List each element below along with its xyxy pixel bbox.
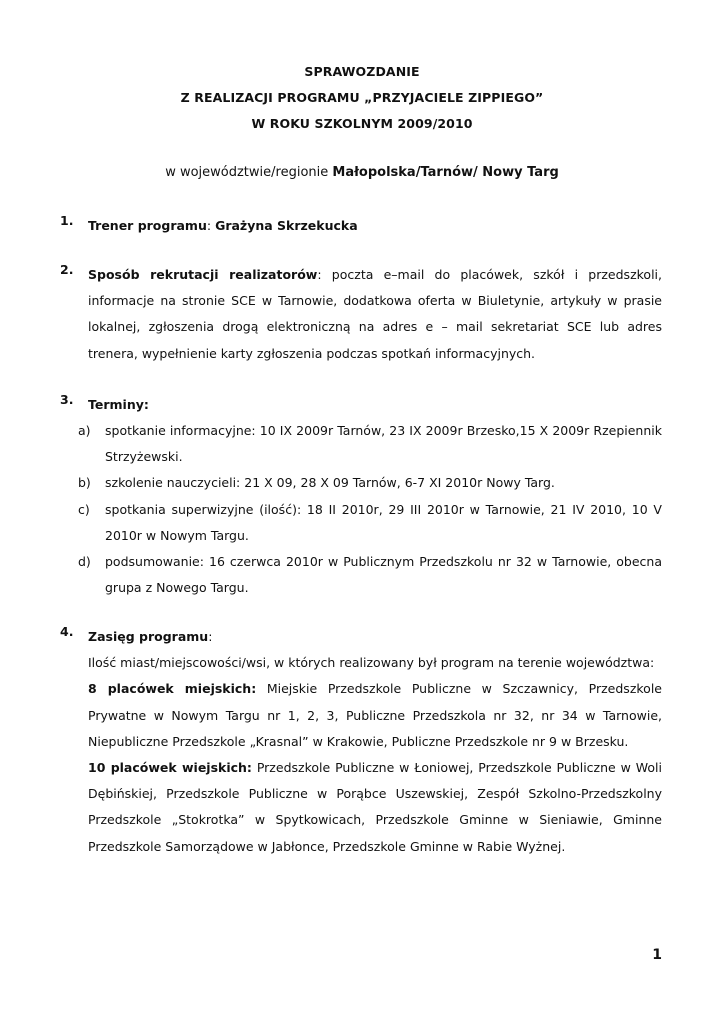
region-prefix: w województwie/regionie <box>165 165 333 180</box>
list-item-text: spotkanie informacyjne: 10 IX 2009r Tarnów, 23 IX 2009r Brzesko,15 X 2009r Rzepiennik Strzyżewski. <box>105 423 662 465</box>
report-title: SPRAWOZDANIE <box>304 64 420 79</box>
list-item <box>60 418 662 470</box>
report-school-year: W ROKU SZKOLNYM 2009/2010 <box>251 116 473 131</box>
trainer-label: Trener programu <box>88 218 207 233</box>
list-item-marker: c) <box>78 501 90 517</box>
rural-label: 10 placówek wiejskich: <box>88 760 252 776</box>
region-value: Małopolska/Tarnów/ Nowy Targ <box>332 165 559 180</box>
section-trainer <box>60 213 662 239</box>
scope-label: Zasięg programu <box>88 629 209 644</box>
scope-heading <box>88 624 662 650</box>
page-number: 1 <box>652 947 662 963</box>
section-number: 1. <box>60 213 74 228</box>
section-number: 2. <box>60 262 74 277</box>
section-recruitment <box>60 262 662 367</box>
section-number: 4. <box>60 624 74 639</box>
scope-colon: : <box>208 629 213 644</box>
list-item-text: szkolenie nauczycieli: 21 X 09, 28 X 09 Tarnów, 6-7 XI 2010r Nowy Targ. <box>105 475 555 491</box>
urban-text: Miejskie Przedszkole Publiczne w Szczawnicy, Przedszkole Prywatne w Nowym Targu nr 1, 2, 3, Publiczne Przedszkola nr 32, nr 34 w Tarnowie, Niepubliczne Przedszkole „Krasnal” w Krakowie, Publiczne Przedszkole nr 9 w Brzesku. <box>88 681 662 749</box>
trainer-name: Grażyna Skrzekucka <box>215 218 358 233</box>
scope-rural <box>88 755 662 860</box>
scope-urban <box>88 676 662 755</box>
list-item <box>60 549 662 601</box>
list-item-marker: a) <box>78 423 91 438</box>
section-scope <box>60 624 662 860</box>
trainer-colon: : <box>206 218 216 233</box>
dates-list <box>60 418 662 601</box>
section-number: 3. <box>60 392 74 407</box>
report-subtitle: Z REALIZACJI PROGRAMU „PRZYJACIELE ZIPPIEGO” <box>180 90 544 105</box>
urban-label: 8 placówek miejskich: <box>88 681 257 697</box>
list-item <box>60 497 662 549</box>
scope-intro: Ilość miast/miejscowości/wsi, w których realizowany był program na terenie województwa: <box>88 655 655 671</box>
list-item <box>60 470 662 496</box>
list-item-marker: d) <box>78 554 91 570</box>
list-item-text: podsumowanie: 16 czerwca 2010r w Publicznym Przedszkolu nr 32 w Tarnowie, obecna grupa z Nowego Targu. <box>105 554 662 596</box>
dates-label: Terminy: <box>88 397 149 412</box>
rural-text: Przedszkole Publiczne w Łoniowej, Przedszkole Publiczne w Woli Dębińskiej, Przedszkole Publiczne w Porąbce Uszewskiej, Zespół Szkolno-Przedszkolny Przedszkole „Stokrotka” w Spytkowicach, Przedszkole Gminne w Sieniawie, Gminne Przedszkole Samorządowe w Jabłonce, Przedszkole Gminne w Rabie Wyżnej. <box>88 760 662 854</box>
section-dates <box>60 392 662 418</box>
recruitment-text: : poczta e–mail do placówek, szkół i przedszkoli, informacje na stronie SCE w Tarnowie, dodatkowa oferta w Biuletynie, artykuły w prasie lokalnej, zgłoszenia drogą elektroniczną na adres e – mail sekretariat SCE lub adres trenera, wypełnienie karty zgłoszenia podczas spotkań informacyjnych. <box>88 267 662 361</box>
recruitment-label: Sposób rekrutacji realizatorów <box>88 267 318 282</box>
region-line <box>0 165 724 180</box>
list-item-marker: b) <box>78 475 91 491</box>
list-item-text: spotkania superwizyjne (ilość): 18 II 2010r, 29 III 2010r w Tarnowie, 21 IV 2010, 10 V 2010r w Nowym Targu. <box>105 501 662 543</box>
